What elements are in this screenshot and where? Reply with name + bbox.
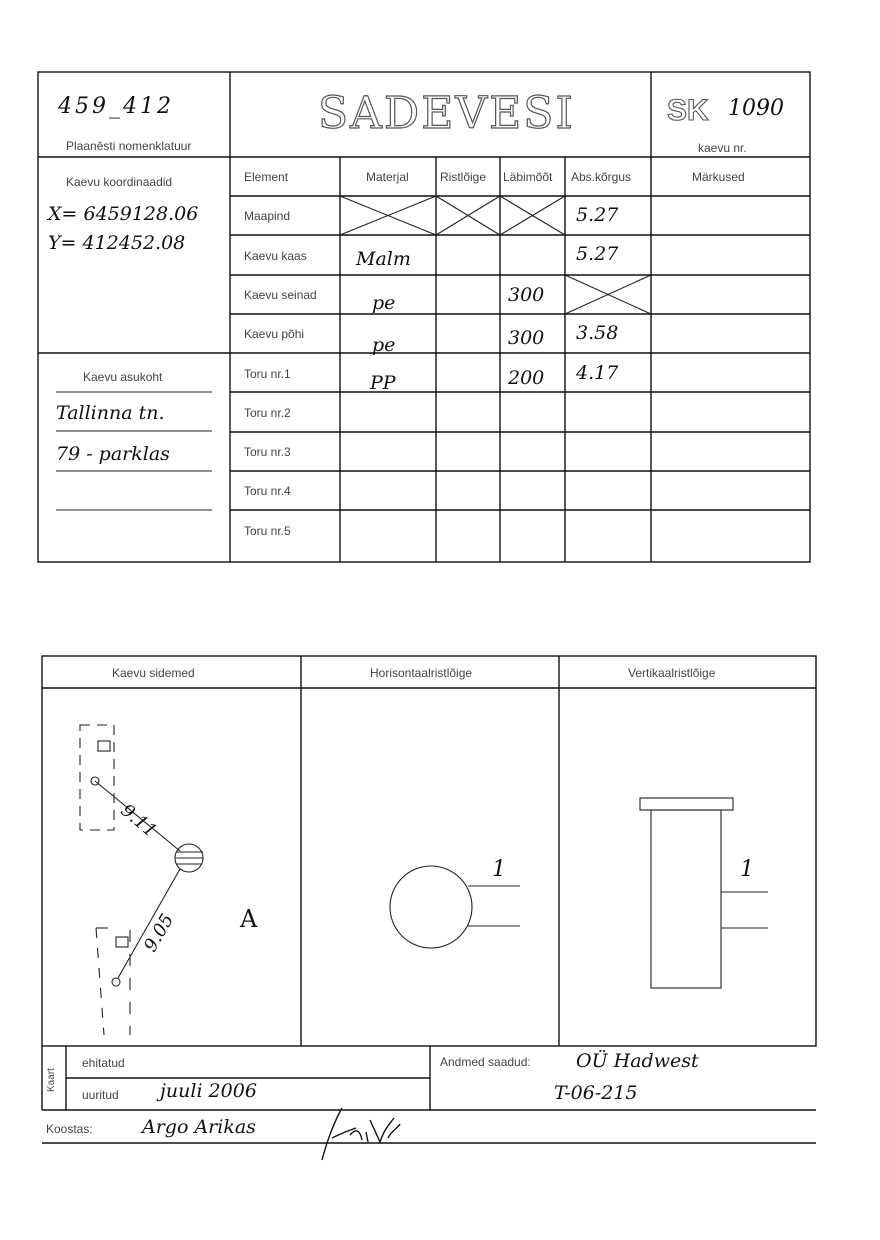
nomenclature-label: Plaanēsti nomenklatuur xyxy=(66,139,192,153)
pipe-label-vertical: 1 xyxy=(740,857,754,882)
row-element-label: Toru nr.4 xyxy=(244,484,291,498)
coordinate-x: X= 6459128.06 xyxy=(48,203,199,225)
coordinate-y: Y= 412452.08 xyxy=(48,232,186,254)
material-value: pe xyxy=(372,292,396,314)
height-value: 5.27 xyxy=(576,243,619,265)
data-source-company: OÜ Hadwest xyxy=(576,1050,699,1072)
height-value: 5.27 xyxy=(576,204,619,226)
location-line2: 79 - parklas xyxy=(56,443,170,465)
data-source-label: Andmed saadud: xyxy=(440,1055,531,1069)
col-header-height: Abs.kõrgus xyxy=(571,170,632,184)
kaart-label: Kaart xyxy=(46,1068,57,1092)
location-label: Kaevu asukoht xyxy=(83,370,163,384)
material-value: PP xyxy=(370,372,396,394)
row-element-label: Toru nr.3 xyxy=(244,445,291,459)
row-element-label: Toru nr.1 xyxy=(244,367,291,381)
col-header-notes: Märkused xyxy=(692,170,745,184)
height-value: 4.17 xyxy=(576,362,619,384)
col-header-material: Materjal xyxy=(366,170,409,184)
diameter-value: 300 xyxy=(508,327,545,349)
pipe-label-horizontal: 1 xyxy=(492,857,506,882)
distance-label-2: 9.05 xyxy=(140,910,179,956)
col-header-diameter: Läbimõõt xyxy=(503,170,553,184)
built-label: ehitatud xyxy=(82,1056,125,1070)
location-line1: Tallinna tn. xyxy=(56,402,165,424)
material-value: pe xyxy=(372,334,396,356)
row-element-label: Kaevu seinad xyxy=(244,288,317,302)
height-value: 3.58 xyxy=(576,322,619,344)
row-element-label: Kaevu kaas xyxy=(244,249,307,263)
well-number: 1090 xyxy=(728,96,784,121)
compiled-value: Argo Arikas xyxy=(142,1116,256,1138)
sketch-col-connections: Kaevu sidemed xyxy=(112,666,195,680)
surveyed-label: uuritud xyxy=(82,1088,119,1102)
nomenclature-value: 459_412 xyxy=(58,94,174,119)
page-title: SADEVESI xyxy=(318,88,575,139)
row-element-label: Toru nr.2 xyxy=(244,406,291,420)
well-prefix: SK xyxy=(667,94,709,127)
surveyed-value: juuli 2006 xyxy=(160,1080,257,1102)
point-label-a: A xyxy=(240,905,258,933)
row-element-label: Kaevu põhi xyxy=(244,327,305,341)
material-value: Malm xyxy=(356,248,411,270)
row-element-label: Maapind xyxy=(244,209,291,223)
compiled-label: Koostas: xyxy=(46,1122,93,1136)
row-element-label: Toru nr.5 xyxy=(244,524,291,538)
well-label: kaevu nr. xyxy=(698,141,747,155)
sketch-col-vertical: Vertikaalristlõige xyxy=(628,666,716,680)
diameter-value: 200 xyxy=(508,367,545,389)
diameter-value: 300 xyxy=(508,284,545,306)
data-source-code: T-06-215 xyxy=(554,1082,638,1104)
distance-label-1: 9.11 xyxy=(116,800,161,842)
coordinates-label: Kaevu koordinaadid xyxy=(66,175,173,189)
col-header-element: Element xyxy=(244,170,289,184)
sketch-col-horizontal: Horisontaalristlõige xyxy=(370,666,473,680)
col-header-cross: Ristlõige xyxy=(440,170,487,184)
